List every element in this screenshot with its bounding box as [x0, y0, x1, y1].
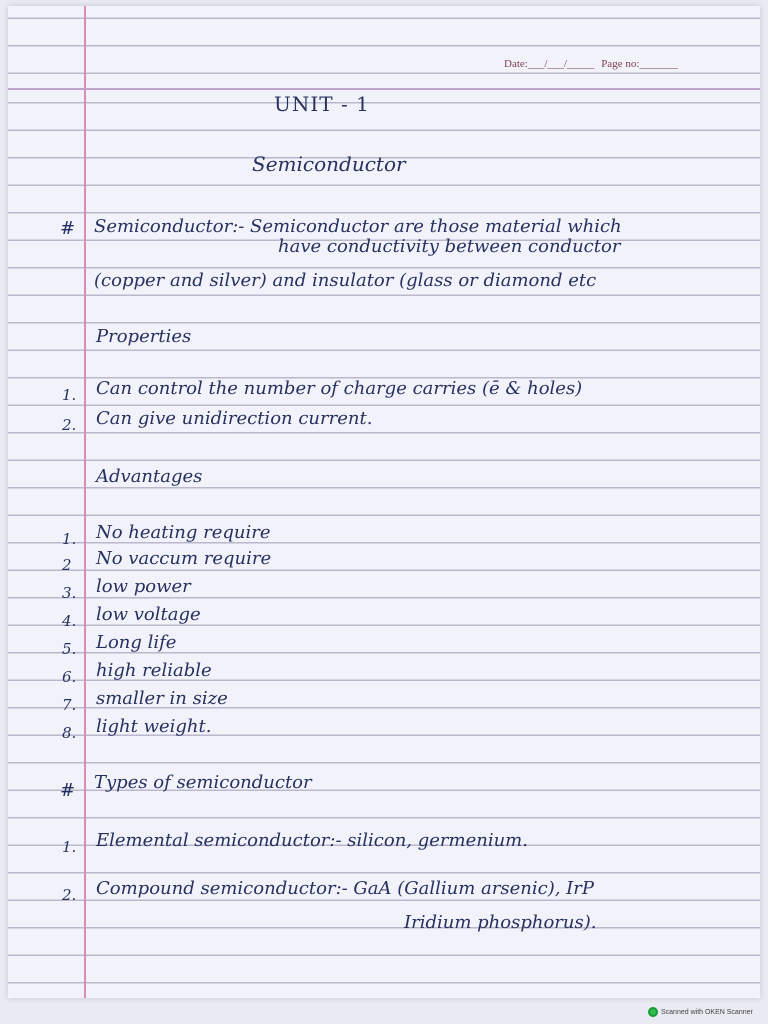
- advantages-num-5: 5.: [62, 640, 77, 658]
- page-no-label: Page no:_______: [601, 58, 678, 70]
- advantages-item-7: smaller in size: [96, 688, 228, 709]
- advantages-num-2: 2: [62, 556, 72, 574]
- date-page-header: [504, 58, 682, 70]
- topic-title: Semiconductor: [252, 152, 406, 176]
- types-num-1: 1.: [62, 838, 77, 856]
- definition-line-1: Semiconductor:- Semiconductor are those material which: [94, 216, 622, 237]
- advantages-num-3: 3.: [62, 584, 77, 602]
- advantages-item-8: light weight.: [96, 716, 212, 737]
- properties-num-2: 2.: [62, 416, 77, 434]
- properties-item-1: Can control the number of charge carries (ē & holes): [96, 378, 583, 399]
- advantages-item-5: Long life: [96, 632, 177, 653]
- types-heading: Types of semiconductor: [94, 772, 312, 793]
- definition-bullet: #: [60, 218, 76, 239]
- advantages-num-8: 8.: [62, 724, 77, 742]
- properties-item-2: Can give unidirection current.: [96, 408, 373, 429]
- scanner-text: Scanned with OKEN Scanner: [661, 1008, 753, 1016]
- header-rule: [8, 88, 760, 90]
- advantages-item-6: high reliable: [96, 660, 212, 681]
- unit-title: UNIT - 1: [274, 92, 370, 116]
- definition-line-2: have conductivity between conductor: [278, 236, 621, 257]
- margin-line: [84, 6, 86, 998]
- advantages-num-7: 7.: [62, 696, 77, 714]
- properties-num-1: 1.: [62, 386, 77, 404]
- types-num-2: 2.: [62, 886, 77, 904]
- types-bullet: #: [60, 780, 76, 801]
- advantages-item-2: No vaccum require: [96, 548, 272, 569]
- date-label: Date:___/___/_____: [504, 58, 595, 70]
- definition-line-3: (copper and silver) and insulator (glass or diamond etc: [94, 270, 597, 291]
- advantages-heading: Advantages: [96, 466, 203, 487]
- scanner-watermark: [648, 1007, 753, 1017]
- advantages-num-4: 4.: [62, 612, 77, 630]
- advantages-item-3: low power: [96, 576, 191, 597]
- advantages-num-1: 1.: [62, 530, 77, 548]
- advantages-item-1: No heating require: [96, 522, 271, 543]
- types-item-2: Compound semiconductor:- GaA (Gallium arsenic), IrP: [96, 878, 594, 899]
- scanner-logo-icon: [648, 1007, 658, 1017]
- advantages-num-6: 6.: [62, 668, 77, 686]
- types-item-2-continued: Iridium phosphorus).: [404, 912, 597, 933]
- properties-heading: Properties: [96, 326, 192, 347]
- types-item-1: Elemental semiconductor:- silicon, germenium.: [96, 830, 528, 851]
- notebook-page: [8, 6, 760, 998]
- advantages-item-4: low voltage: [96, 604, 201, 625]
